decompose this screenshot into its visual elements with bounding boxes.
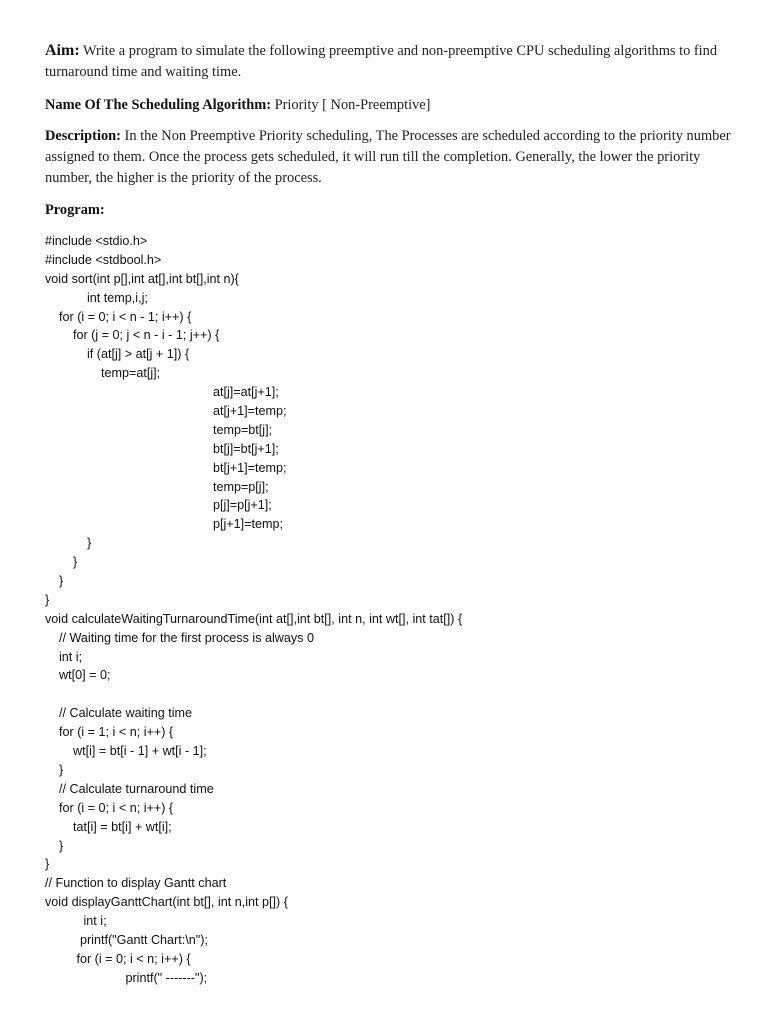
code-line: bt[j]=bt[j+1];: [45, 441, 279, 456]
code-line: for (i = 1; i < n; i++) {: [45, 725, 174, 740]
code-line: if (at[j] > at[j + 1]) {: [45, 347, 190, 362]
description-label: Description:: [45, 128, 121, 144]
code-line: [45, 685, 745, 704]
code-line: }: [45, 857, 50, 872]
program-heading-paragraph: [45, 200, 735, 221]
algorithm-label: Name Of The Scheduling Algorithm:: [45, 97, 271, 113]
aim-label: Aim:: [45, 42, 80, 59]
code-line: void displayGanttChart(int bt[], int n,int p[]) {: [45, 895, 288, 910]
code-line: for (i = 0; i < n; i++) {: [45, 951, 191, 966]
code-line: p[j+1]=temp;: [45, 517, 283, 532]
code-line: temp=at[j];: [45, 366, 161, 381]
code-line: wt[0] = 0;: [45, 668, 111, 683]
code-line: // Calculate waiting time: [45, 706, 192, 721]
program-heading: Program:: [45, 202, 105, 218]
description-paragraph: [45, 126, 735, 189]
code-line: }: [45, 536, 92, 551]
code-line: // Calculate turnaround time: [45, 781, 214, 796]
code-line: for (i = 0; i < n; i++) {: [45, 800, 174, 815]
code-line: printf("Gantt Chart:\n");: [45, 932, 208, 947]
code-line: temp=bt[j];: [45, 422, 273, 437]
code-line: bt[j+1]=temp;: [45, 460, 287, 475]
code-line: }: [45, 838, 64, 853]
code-line: int i;: [45, 649, 83, 664]
code-line: p[j]=p[j+1];: [45, 498, 272, 513]
code-line: for (i = 0; i < n - 1; i++) {: [45, 309, 192, 324]
code-line: #include <stdbool.h>: [45, 252, 162, 267]
code-line: }: [45, 574, 64, 589]
code-line: int temp,i,j;: [45, 290, 148, 305]
code-line: #include <stdio.h>: [45, 234, 148, 248]
code-line: temp=p[j];: [45, 479, 269, 494]
algorithm-paragraph: [45, 95, 735, 116]
code-line: printf(" -------");: [45, 970, 208, 985]
code-line: void sort(int p[],int at[],int bt[],int n){: [45, 271, 239, 286]
description-text: In the Non Preemptive Priority scheduling, The Processes are scheduled according to the priority number assigned to them. Once the process gets scheduled, it will run till the completion. Generally, the lower the priority number, the higher is the priority of the process.: [45, 128, 731, 186]
code-line: at[j]=at[j+1];: [45, 385, 279, 400]
program-code-block: [45, 232, 745, 988]
code-line: wt[i] = bt[i - 1] + wt[i - 1];: [45, 744, 207, 759]
aim-paragraph: [45, 40, 735, 83]
code-line: }: [45, 592, 50, 607]
algorithm-text: Priority [ Non-Preemptive]: [271, 97, 431, 113]
code-line: at[j+1]=temp;: [45, 404, 287, 419]
code-line: }: [45, 555, 78, 570]
aim-text: Write a program to simulate the following preemptive and non-preemptive CPU scheduling algorithms to find turnaround time and waiting time.: [45, 43, 718, 80]
code-line: int i;: [45, 914, 107, 929]
code-line: // Function to display Gantt chart: [45, 876, 227, 891]
code-line: for (j = 0; j < n - i - 1; j++) {: [45, 328, 220, 343]
code-line: tat[i] = bt[i] + wt[i];: [45, 819, 172, 834]
code-line: }: [45, 762, 64, 777]
code-line: // Waiting time for the first process is always 0: [45, 630, 314, 645]
code-line: void calculateWaitingTurnaroundTime(int at[],int bt[], int n, int wt[], int tat[]) {: [45, 611, 463, 626]
